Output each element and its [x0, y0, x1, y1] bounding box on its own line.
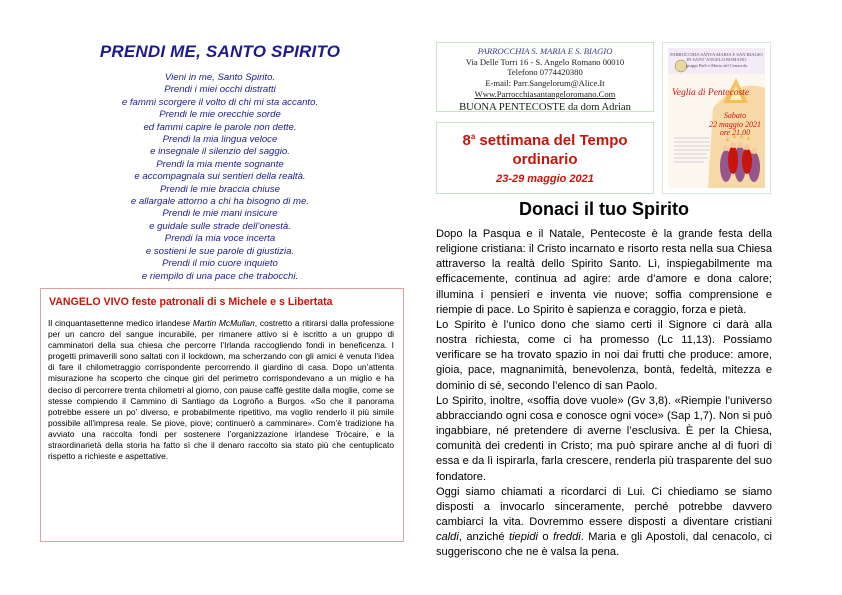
poster-parish: PARROCCHIA SANTA MARIA E SAN BIAGIO IN SANT’ANGELO ROMANO	[670, 52, 763, 63]
poem-line: Prendi il mio cuore inquieto	[162, 258, 278, 270]
parish-website-link[interactable]: Www.Parrocchiasantangeloromano.Com	[474, 88, 616, 99]
week-title	[436, 131, 654, 169]
poem-line: Prendi la mia mente sognante	[156, 158, 284, 170]
gospel-text-rest: , costretto a ritirarsi dalla professione per un cancro del sangue incurabile, per rimanere attivo si è iscritto a un gruppo di camminatori della sua chiesa che percorre l’Irlanda raccogliendo fondi in beneficenza. I progetti primaverili sono saltati con il lockdown, ma scherzando con gli amici è venuta l’idea di fare il chilometraggio corrispondente percorrendo il giardino di casa. Dopo un’attenta misurazione ha scoperto che cinque giri del perimetro corrispondevano a un miglio e ha deciso di percorrere trenta chilometri al giorno, con pause caffè gestite dalla moglie, come se stesse compiendo il Cammino di Santiago da Logroño a Burgos. «So che il panorama potrebbe essere un po’ diverso, e probabilmente ripetitivo, ma voglio renderlo il più simile possibile all’impresa reale. Se piove, piove; continuerò a camminare». Com’è tradizione ha avviato una raccolta fondi per sostenere l’organizzazione irlandese Tròcaire, e la straordinarietà della storia ha fatto sì che il denaro raccolto sia stato più che centuplicato rispetto a richieste e aspettative.	[48, 318, 394, 462]
poem-line: Prendi le mie mani insicure	[162, 208, 278, 220]
poster-date-text: 22 maggio 2021	[709, 119, 761, 129]
poem-line: e fammi scorgere il volto di chi mi sta accanto.	[121, 96, 319, 108]
gospel-title: VANGELO VIVO feste patronali di s Michele e s Libertata	[49, 296, 333, 308]
poem-line: Prendi i miei occhi distratti	[164, 84, 276, 96]
poem-line: Vieni in me, Santo Spirito.	[164, 72, 276, 83]
poem-line: e riempilo di una pace che trabocchi.	[141, 270, 299, 282]
poem-line: e sostieni le sue parole di giustizia.	[145, 245, 295, 257]
greeting: BUONA PENTECOSTE da dom Adrian	[459, 101, 631, 113]
poem-line: e guidale sulle strade dell’onestà.	[149, 220, 291, 232]
week-number-suffix: a	[470, 132, 476, 141]
article-text-span: . Maria e gli Apostoli, dal cenacolo, ci suggeriscono che ne è valsa la pena.	[436, 531, 772, 559]
poster-time: ore 21.00	[719, 128, 751, 138]
poster-day: Sabato	[723, 111, 747, 120]
emphasis-freddi: freddi	[552, 531, 581, 544]
poem-line: Prendi la mia voce incerta	[164, 233, 276, 245]
poster-groups: gruppi RnS e Maria del Cenacolo	[685, 62, 748, 68]
article-text-span: Oggi siamo chiamati a ricordarci di Lui. Ci chiediamo se siamo disposti a invocarlo sinceramente, perché potrebbe davvero cambiarci la vita. Dovremmo essere disposti a diventare cristiani	[436, 485, 772, 528]
gospel-person-name: Martin McMullan	[192, 318, 255, 328]
article-paragraph: Lo Spirito, inoltre, «soffia dove vuole» (Gv 3,8). «Riempie l’universo abbracciando ogni cosa e conosce ogni voce» (Sap 1,7). Non si può ingabbiare, né pretendere di averne l’esclusiva. È per la Chiesa, comunità dei credenti in Cristo; ma può spirare anche al di fuori di essa e da lì ispirarla, farla crescere, renderla più trasparente del suo fondatore.	[436, 394, 772, 483]
emphasis-caldi: caldi	[436, 531, 459, 544]
week-dates: 23-29 maggio 2021	[496, 173, 594, 185]
article-body	[436, 227, 772, 560]
parish-name: PARROCCHIA S. MARIA E S. BIAGIO	[477, 46, 613, 56]
gospel-text-start: Il cinquantasettenne medico irlandese	[48, 318, 193, 328]
parish-address: Via Delle Torri 16 - S. Angelo Romano 00010	[465, 56, 625, 67]
parish-email[interactable]: E-mail: Parr.Sangelorum@Alice.It	[485, 78, 605, 89]
week-number: 8	[462, 132, 471, 149]
parish-info	[436, 46, 654, 115]
poem-line: e insegnale il silenzio del saggio.	[150, 146, 290, 158]
poster-date	[706, 112, 764, 138]
poster-title: Veglia di Pentecoste	[672, 88, 750, 98]
week-title-text: settimana del Tempo ordinario	[475, 132, 628, 168]
poem-line: e accompagnala sui sentieri della realtà.	[134, 171, 306, 183]
article-text-span: , anziché	[458, 531, 509, 544]
poem-line: Prendi le mie braccia chiuse	[160, 183, 280, 195]
poem-body	[40, 72, 400, 283]
poem-line: Prendi le mie orecchie sorde	[159, 109, 281, 121]
gospel-text	[48, 318, 394, 462]
poem-line: e allargale attorno a chi ha bisogno di me.	[130, 196, 310, 208]
article-title: Donaci il tuo Spirito	[519, 199, 689, 219]
poem-line: ed fammi capire le parole non dette.	[143, 121, 297, 133]
article-paragraph	[436, 485, 772, 561]
article-paragraph: Lo Spirito è l’unico dono che siamo certi il Signore ci darà alla nostra richiesta, come ci ha promesso (Lc 11,13). Possiamo verificare se ha trovato spazio in noi dai frutti che produce: amore, gioia, pace, magnanimità, benevolenza, bontà, fedeltà, mitezza e dominio di sé, secondo l’elenco di san Paolo.	[436, 318, 772, 392]
poster-header	[668, 52, 765, 68]
parish-phone: Telefono 0774420380	[507, 67, 583, 78]
poem-line: Prendi la mia lingua veloce	[162, 134, 278, 146]
poem-title: PRENDI ME, SANTO SPIRITO	[99, 42, 341, 61]
emphasis-tiepidi: tiepidi	[508, 531, 538, 544]
article-paragraph: Dopo la Pasqua e il Natale, Pentecoste è la grande festa della religione cristiana: il Cristo incarnato e risorto resta nella sua Chiesa attraverso la realtà dello Spirito Santo. Lì, inspiegabilmente ma efficacemente, continua ad agire: arde d’amore e dona calore; illumina i pensieri e inventa vie nuove; soffia comprensione e riempie di pace. Lo Spirito è sapienza e coraggio, forza e pietà.	[436, 228, 772, 316]
article-text-span: o	[537, 531, 553, 544]
